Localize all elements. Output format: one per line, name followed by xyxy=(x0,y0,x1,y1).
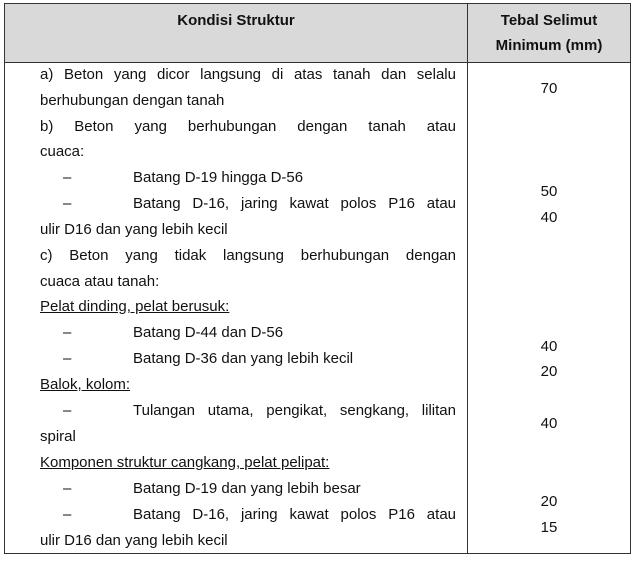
row-b-value1: 50 xyxy=(540,183,558,200)
row-c-sub3-value2: 15 xyxy=(540,519,558,536)
dash-c1a: – xyxy=(63,324,72,341)
row-c-sub1-value2: 20 xyxy=(540,363,558,380)
dash-c1b: – xyxy=(63,350,72,367)
row-a-value: 70 xyxy=(540,80,558,97)
dash-c3a: – xyxy=(63,480,72,497)
dash-b1: – xyxy=(63,169,72,186)
row-c-sub3-heading: Komponen struktur cangkang, pelat pelipat: xyxy=(40,454,330,471)
row-c-line2: cuaca atau tanah: xyxy=(40,273,160,290)
table-header xyxy=(5,4,630,63)
dash-c2a: – xyxy=(63,402,72,419)
row-b-line1: b) Beton yang berhubungan dengan tanah atau xyxy=(40,118,456,135)
row-c-sub3-item2-line2: ulir D16 dan yang lebih kecil xyxy=(40,532,228,549)
row-c-sub2-heading: Balok, kolom: xyxy=(40,376,131,393)
row-c-sub2-value1: 40 xyxy=(540,415,558,432)
row-c-sub1-value1: 40 xyxy=(540,338,558,355)
dash-c3b: – xyxy=(63,506,72,523)
header-tebal-line1: Tebal Selimut xyxy=(500,12,598,29)
row-b-value2: 40 xyxy=(540,209,558,226)
row-c-sub1-item2: Batang D-36 dan yang lebih kecil xyxy=(133,350,354,367)
row-b-item2-line2: ulir D16 dan yang lebih kecil xyxy=(40,221,228,238)
row-c-sub3-value1: 20 xyxy=(540,493,558,510)
row-b-item2-line1: Batang D-16, jaring kawat polos P16 atau xyxy=(133,195,456,212)
row-c-sub1-item1: Batang D-44 dan D-56 xyxy=(133,324,284,341)
row-c-sub3-item2-line1: Batang D-16, jaring kawat polos P16 atau xyxy=(133,506,456,523)
row-c-line1: c) Beton yang tidak langsung berhubungan dengan xyxy=(40,247,456,264)
row-b-item1: Batang D-19 hingga D-56 xyxy=(133,169,304,186)
row-c-sub1-heading: Pelat dinding, pelat berusuk: xyxy=(40,298,230,315)
row-b-line2: cuaca: xyxy=(40,143,85,160)
row-a-line2: berhubungan dengan tanah xyxy=(40,92,225,109)
cover-table xyxy=(4,3,631,554)
header-tebal-line2: Minimum (mm) xyxy=(495,37,603,54)
row-c-sub3-item1: Batang D-19 dan yang lebih besar xyxy=(133,480,361,497)
row-a-line1: a) Beton yang dicor langsung di atas tanah dan selalu xyxy=(40,66,456,83)
row-c-sub2-item1-line1: Tulangan utama, pengikat, sengkang, lilitan xyxy=(133,402,456,419)
dash-b2: – xyxy=(63,195,72,212)
header-kondisi-struktur: Kondisi Struktur xyxy=(177,12,295,29)
row-c-sub2-item1-line2: spiral xyxy=(40,428,76,445)
